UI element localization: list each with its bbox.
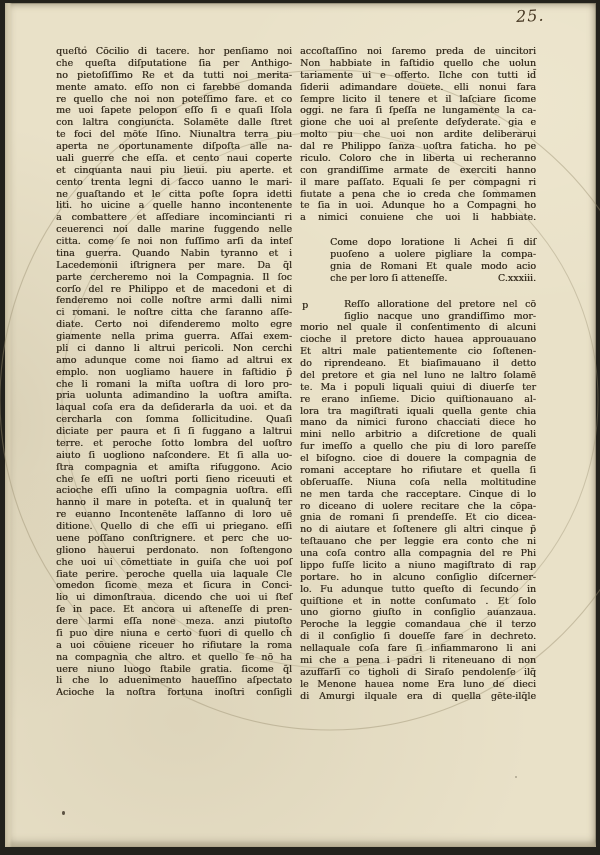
text-line: tina guerra. Quando Nabin tyranno et i <box>56 247 292 259</box>
text-line: acioche eſſi uſino la compagnia uoſtra. eſſi <box>56 485 292 497</box>
text-line: ſe in pace. Et ancora ui aſteneſſe di pren- <box>56 604 292 616</box>
text-line: obſeruaſſe. Niuna coſa nella moltitudine <box>300 476 536 488</box>
text-line: ne men tarda che racceptare. Cinque di lo <box>300 488 536 500</box>
text-line: fiutate a pena che io creda che ſommamen <box>300 188 536 200</box>
text-line: a uoi cōuiene riceuer ho rifiutare la roma <box>56 639 292 651</box>
text-line: nellaquale coſa fare ſi infiammarono li ani <box>300 643 536 654</box>
chapter-heading-text: che per loro ſi atteneſſe. <box>330 272 448 284</box>
text-line: Acioche la noſtra fortuna inoſtri conſigli <box>56 687 292 699</box>
text-line: diate. Certo noi difenderemo molto egre <box>56 319 292 331</box>
text-line: dal re Philippo ſanza uoſtra faticha. ho pe <box>300 141 536 152</box>
text-line: tariamente ui e offerto. Ilche con tutti id̄ <box>300 69 536 81</box>
text-line: ſiderii adimandare douete. elli nonui fara <box>300 81 536 93</box>
text-line: parte cercheremo noi la Compagnia. Il ſoc <box>56 271 292 283</box>
right-column-paragraph-1 <box>300 46 536 224</box>
text-line: re euanno Incontenēte laſſanno di loro uē <box>56 509 292 521</box>
text-line: lora tra magiſtrati iquali quella gente chia <box>300 405 536 417</box>
text-line: di Amurgi ilquale era di quella gēte-ilq̄le <box>300 690 536 702</box>
text-line: giamente nella prima guerra. Aſſai exem- <box>56 331 292 342</box>
text-line: me uoi ſapete pelopon eſſo ſi e quaſi Iſola <box>56 105 292 117</box>
text-line: Lacedemonii iſtrignera per mare. Da q̄l <box>56 259 292 271</box>
text-line: ſtra compagnia et amiſta rifuggono. Acio <box>56 461 292 473</box>
text-line: ditione. Quello di che eſſi ui priegano. eſſi <box>56 521 292 532</box>
guide-letter-p: p <box>302 299 309 311</box>
text-line: terre. et peroche ſotto lombra del uoſtro <box>56 437 292 449</box>
ink-speck <box>62 811 65 815</box>
text-line: ſiglio nacque uno grandiſſimo mor- <box>344 310 536 322</box>
text-line: emplo. non uogliamo hauere in faſtidio p̄ <box>56 366 292 378</box>
paragraph-2-lines <box>300 322 536 702</box>
text-line: il mare paſſato. Equali ſe per compagni ri <box>300 176 536 188</box>
text-line: hanno il mare in poteſta. et in qualunq̄ ter <box>56 497 292 509</box>
text-line: mano da nimici furono chacciati diece ho <box>300 417 536 429</box>
chapter-number: C.xxxiii. <box>497 272 536 284</box>
text-line: teſtauano che per leggie era conto che ni <box>300 536 536 548</box>
page-bottom-edge <box>5 841 596 847</box>
text-line: del pretore et gia nel luno ne laltro ſolamē <box>300 369 536 381</box>
left-column-paragraph <box>56 46 292 699</box>
text-line: uali guerre che eſſa. et cento naui coperte <box>56 152 292 164</box>
text-line: pli ci danno li altrui pericoli. Non cerchi <box>56 342 292 354</box>
text-line: aperta ne oportunamente diſpoſta alle na- <box>56 141 292 152</box>
text-line: a nimici conuiene che uoi li habbiate. <box>300 212 536 224</box>
text-line: portare. ho in alcuno conſiglio diſcerner- <box>300 571 536 583</box>
text-line: do riprendeano. Et biaſimauano il detto <box>300 358 536 369</box>
text-line: una coſa contro alla compagnia del re Phi <box>300 548 536 559</box>
text-line: molto piu che uoi non ardite deliberarui <box>300 129 536 141</box>
text-line: queſto Cōcilio di tacere. hor penſiamo noi <box>56 46 292 57</box>
text-line: laqual coſa era da deſiderarla da uoi. et da <box>56 402 292 414</box>
text-line: te ſia in uoi. Adunque ho a Compagni ho <box>300 200 536 212</box>
text-line: ſi puo dire niuna e certo fuori di quello ch̄ <box>56 627 292 639</box>
paragraph-2-indented-lines <box>344 299 536 323</box>
text-line: Peroche la leggie comandaua che il terzo <box>300 619 536 631</box>
text-line: dere larmi eſſa none meza. anzi piutoſto <box>56 616 292 627</box>
text-line: oggi. ne fara ſi ſpeſſa ne lungamente la ca- <box>300 105 536 117</box>
text-line: amo adunque come noi ſiamo ad altrui ex <box>56 354 292 366</box>
text-line: Reſſo alloratione del pretore nel cō <box>344 298 536 310</box>
chapter-heading <box>330 237 536 285</box>
text-line: ne guaſtando et le citta poſte ſopra idetti <box>56 188 292 200</box>
text-line: na compagnia che altro. et quello ſe nō ha <box>56 651 292 663</box>
text-line: le Menone hauea nome Era luno de dieci <box>300 678 536 690</box>
text-line: lippo fuſſe licito a niuno magiſtrato di rap <box>300 559 536 571</box>
text-line: ci romani. le noſtre citta che ſaranno aſſe- <box>56 307 292 319</box>
text-line: gione che uoi al preſente deſyderate. gia e <box>300 117 536 129</box>
text-line: aiuto ſi uogliono naſcondere. Et ſi alla uo- <box>56 449 292 461</box>
text-line: Et altri male patientemente cio ſoſtenen- <box>300 346 536 358</box>
text-line: pria uolunta adimandino la uoſtra amiſta. <box>56 390 292 402</box>
text-line: li che lo aduenimento haueſſino aſpectato <box>56 675 292 687</box>
text-line: lio ui dimonſtraua. dicendo che uoi ui ſteſ <box>56 592 292 604</box>
text-line: te foci del mōte Iſino. Niunaltra terra piu <box>56 129 292 141</box>
text-line: fenderemo noi colle noſtre armi dalli nimi <box>56 295 292 307</box>
text-line: lo. Fu adunque tutto queſto di ſecundo in <box>300 583 536 595</box>
text-line: riculo. Coloro che in liberta ui recheranno <box>300 152 536 164</box>
text-line: cento trenta legni di ſacco uanno le mari- <box>56 176 292 188</box>
text-line: quiſtione et in notte conſumato . Et ſolo <box>300 595 536 607</box>
text-line: mini nello arbitrio a diſcretione de quali <box>300 429 536 441</box>
text-line: Non habbiate in faſtidio quello che uolun <box>300 57 536 69</box>
text-line: gliono hauerui perdonato. non ſoſtengono <box>56 544 292 556</box>
text-line: re quello che noi non poteſſimo fare. et co <box>56 93 292 105</box>
text-line: re erano inſieme. Dicio quiſtionauano al- <box>300 393 536 405</box>
text-line: con laltra congiuncta. Solamēte dalle ſtret <box>56 117 292 129</box>
text-line: azuffarſi co tigholi di Siraſo pendolenſe ilq̄ <box>300 666 536 678</box>
text-line: mi che a pena i padri li riteneuano di non <box>300 654 536 666</box>
chapter-heading-lines <box>330 237 536 273</box>
text-line: citta. come ſe noi non fuſſimo arſi da inteſ <box>56 236 292 247</box>
text-column-left <box>56 46 292 699</box>
text-line: ro diceano di uolere recitare che la cōpa- <box>300 500 536 512</box>
text-line: no di aiutare et ſoſtenere gli altri cinque p̄ <box>300 524 536 536</box>
text-line: corſo del re Philippo et de macedoni et di <box>56 283 292 295</box>
right-column-paragraph-2 <box>300 299 536 703</box>
text-line: omedon ſicome meza et ſicura in Conci- <box>56 580 292 592</box>
text-line: ſiate perire. peroche quella uia laquale Cle <box>56 568 292 580</box>
text-line: liti. ho uicine a quelle hanno incontenente <box>56 200 292 212</box>
page-fore-edge <box>5 3 12 847</box>
text-line: romani acceptare ho rifiutare et quella ſi <box>300 464 536 476</box>
text-line: cercharla con ſomma ſollicitudine. Quaſi <box>56 414 292 426</box>
text-line: con grandiſſime armate de exerciti hanno <box>300 164 536 176</box>
text-line: ceuerenci noi dalle marine fuggendo nelle <box>56 224 292 236</box>
chapter-heading-last-line <box>330 273 536 285</box>
text-line: che ſe eſſi ne uoſtri porti ſieno riceuuti et <box>56 473 292 485</box>
text-line: puoſeno a uolere pigliare la compa- <box>330 249 536 260</box>
text-line: no pietoſiſſimo Re et da tutti noi merita- <box>56 69 292 81</box>
text-line: gnia de romani ſi prendeſſe. Et cio dicea- <box>300 512 536 524</box>
ink-speck <box>84 46 86 48</box>
text-line: che uoi ui cōmettiate in guiſa che uoi poſ <box>56 556 292 568</box>
text-line: a combattere et aſſediare incomincianti ri <box>56 212 292 224</box>
text-line: ſempre licito il tenere et il laſciare ſicome <box>300 93 536 105</box>
text-line: fur imeſſo a quello che piu di loro pareſſe <box>300 441 536 453</box>
text-column-right <box>300 46 536 702</box>
ink-speck <box>515 776 517 778</box>
folio-number: 25. <box>515 5 545 27</box>
text-line: te. Ma i populi liquali quiui di diuerſe ter <box>300 381 536 393</box>
text-line: Come dopo loratione li Achei ſi diſ <box>330 237 536 249</box>
text-line: morio nel quale il conſentimento di alcuni <box>300 322 536 334</box>
text-line: cioche il pretore dicto hauea approuauano <box>300 334 536 346</box>
text-line: accoſtaſſino noi ſaremo preda de uincitori <box>300 46 536 57</box>
text-line: che li romani la miſta uoſtra di loro pro- <box>56 378 292 390</box>
text-line: diciate per paura et ſi ſi fuggano a laltrui <box>56 426 292 437</box>
text-line: gnia de Romani Et quale modo acio <box>330 260 536 272</box>
text-line: uene poſſano conſtrignere. et perc che uo- <box>56 532 292 544</box>
text-line: uno giorno giuſto in conſiglio auanzaua. <box>300 607 536 619</box>
text-line: mente amato. eſſo non ci farebbe domanda <box>56 81 292 93</box>
text-line: uere niuno luogo ſtabile gratia. ſicome q̄l <box>56 663 292 675</box>
text-line: et cinquanta naui piu lieui. piu aperte. et <box>56 164 292 176</box>
text-line: che queſta diſputatione ſia per Anthigo- <box>56 57 292 69</box>
text-line: di il conſiglio ſi doueſſe fare in dechreto. <box>300 631 536 643</box>
text-line: el biſogno. cioe di douere la compagnia de <box>300 453 536 464</box>
